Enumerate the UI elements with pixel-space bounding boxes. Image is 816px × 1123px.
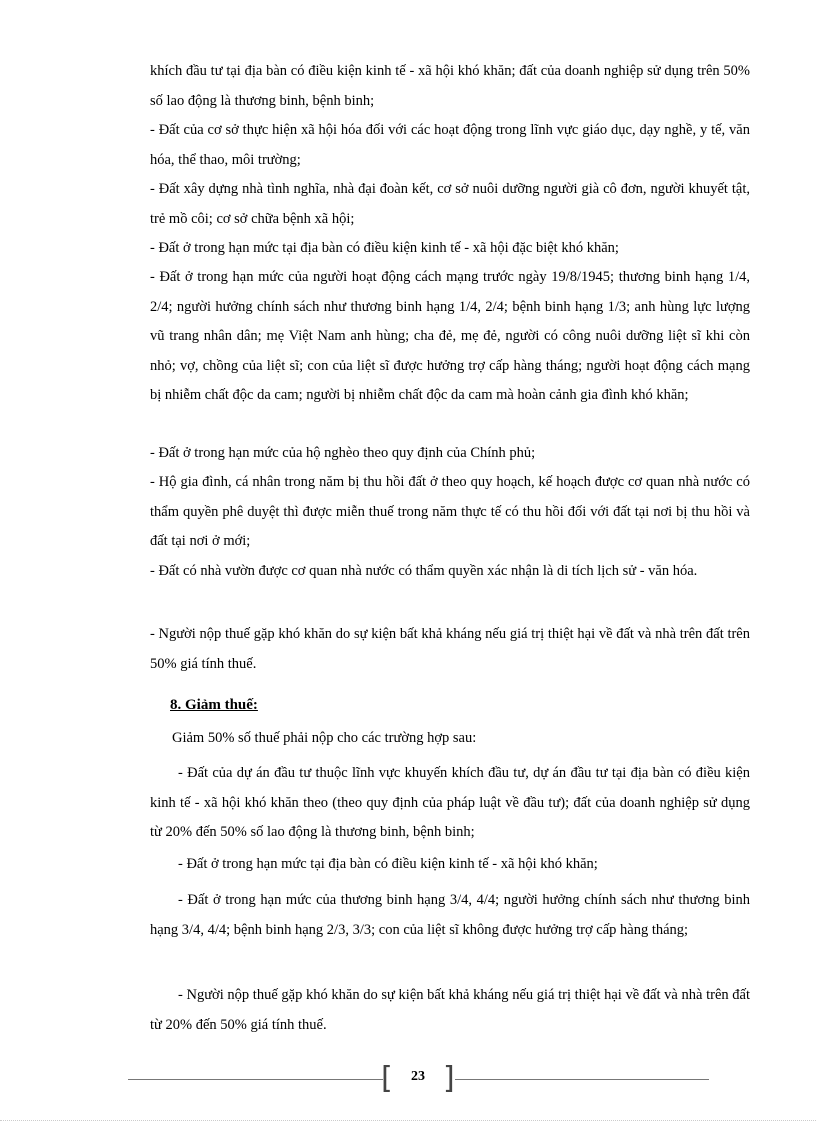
page-bottom-border (0, 1120, 816, 1121)
paragraph-continuation: khích đầu tư tại địa bàn có điều kiện kinh tế - xã hội khó khăn; đất của doanh nghiệp sử dụng trên 50% số lao động là thương binh, bệnh binh; (150, 63, 750, 109)
paragraph-force-majeure-exempt: - Người nộp thuế gặp khó khăn do sự kiện bất khả kháng nếu giá trị thiệt hại về đất và nhà trên đất trên 50% giá tính thuế. (150, 626, 750, 672)
footer-bracket-left: [ (381, 1061, 393, 1096)
section-heading: 8. Giảm thuế: (170, 697, 258, 713)
reduction-item-veterans: - Đất ở trong hạn mức của thương binh hạng 3/4, 4/4; người hưởng chính sách như thương binh hạng 3/4, 4/4; bệnh binh hạng 2/3, 3/3; con của liệt sĩ không được hưởng trợ cấp hàng tháng; (150, 892, 750, 938)
footer-rule-left (128, 1079, 383, 1080)
paragraph-revolutionary-land: - Đất ở trong hạn mức của người hoạt động cách mạng trước ngày 19/8/1945; thương binh hạng 1/4, 2/4; người hưởng chính sách như thương binh hạng 1/4, 2/4; bệnh binh hạng 1/3; anh hùng lực lượng vũ trang nhân dân; mẹ Việt Nam anh hùng; cha đẻ, mẹ đẻ, người có công nuôi dưỡng liệt sĩ khi còn nhỏ; vợ, chồng của liệt sĩ; con của liệt sĩ được hưởng trợ cấp hàng tháng; người hoạt động cách mạng bị nhiễm chất độc da cam; người bị nhiễm chất độc da cam mà hoàn cảnh gia đình khó khăn; (150, 269, 750, 403)
footer-rule-right (455, 1079, 709, 1080)
paragraph-socialization-land: - Đất của cơ sở thực hiện xã hội hóa đối với các hoạt động trong lĩnh vực giáo dục, dạy nghề, y tế, văn hóa, thể thao, môi trường; (150, 122, 750, 168)
paragraph-poor-household-land: - Đất ở trong hạn mức của hộ nghèo theo quy định của Chính phủ; (150, 445, 536, 461)
paragraph-difficult-area-land: - Đất ở trong hạn mức tại địa bàn có điều kiện kinh tế - xã hội đặc biệt khó khăn; (150, 240, 619, 256)
reduction-item-force-majeure: - Người nộp thuế gặp khó khăn do sự kiện bất khả kháng nếu giá trị thiệt hại về đất và nhà trên đất từ 20% đến 50% giá tính thuế. (150, 987, 750, 1033)
section-intro: Giảm 50% số thuế phải nộp cho các trường hợp sau: (172, 730, 477, 746)
page-number: 23 (411, 1069, 425, 1084)
paragraph-land-recovery: - Hộ gia đình, cá nhân trong năm bị thu hồi đất ở theo quy hoạch, kế hoạch được cơ quan nhà nước có thẩm quyền phê duyệt thì được miễn thuế trong năm thực tế có thu hồi đối với đất tại nơi bị thu hồi và đất tại nơi ở mới; (150, 474, 750, 549)
reduction-item-investment: - Đất của dự án đầu tư thuộc lĩnh vực khuyến khích đầu tư, dự án đầu tư tại địa bàn có điều kiện kinh tế - xã hội khó khăn theo (theo quy định của pháp luật về đầu tư); đất của doanh nghiệp sử dụng từ 20% đến 50% số lao động là thương binh, bệnh binh; (150, 765, 750, 840)
paragraph-charity-land: - Đất xây dựng nhà tình nghĩa, nhà đại đoàn kết, cơ sở nuôi dưỡng người già cô đơn, người khuyết tật, trẻ mồ côi; cơ sở chữa bệnh xã hội; (150, 181, 750, 227)
footer-bracket-right: ] (443, 1061, 455, 1096)
reduction-item-difficult-area: - Đất ở trong hạn mức tại địa bàn có điều kiện kinh tế - xã hội khó khăn; (178, 856, 598, 872)
paragraph-heritage-garden: - Đất có nhà vườn được cơ quan nhà nước có thẩm quyền xác nhận là di tích lịch sử - văn hóa. (150, 563, 698, 579)
